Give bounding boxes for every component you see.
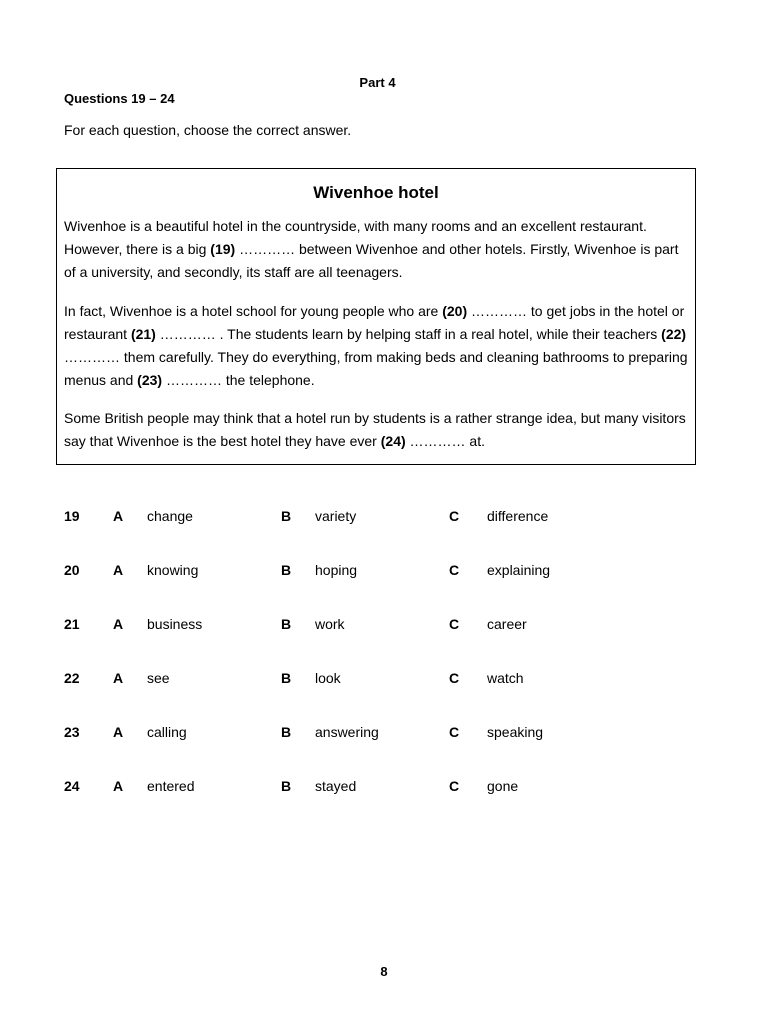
passage-text: Some British people may think that a hotel run by students is a rather strange idea, but many visitors say that Wivenhoe is the best hotel they have ever (64, 410, 686, 449)
option-letter-a: A (113, 670, 124, 686)
option-c[interactable]: career (487, 616, 527, 632)
question-row (64, 562, 704, 616)
question-row (64, 670, 704, 724)
passage-text: ………… at. (405, 433, 486, 449)
gap-number: (24) (380, 433, 406, 449)
option-c[interactable]: watch (487, 670, 524, 686)
option-letter-c: C (449, 562, 460, 578)
option-letter-a: A (113, 616, 124, 632)
question-number: 22 (64, 670, 80, 686)
question-row (64, 724, 704, 778)
option-a[interactable]: calling (147, 724, 187, 740)
option-b[interactable]: work (315, 616, 345, 632)
option-a[interactable]: entered (147, 778, 195, 794)
option-c[interactable]: speaking (487, 724, 544, 740)
option-letter-a: A (113, 562, 124, 578)
passage-text: Wivenhoe is a beautiful hotel in the countryside, with many rooms and an excellent restaurant. However, there is a big (64, 218, 647, 257)
option-letter-a: A (113, 724, 124, 740)
option-letter-b: B (281, 724, 292, 740)
option-letter-c: C (449, 508, 460, 524)
question-number: 24 (64, 778, 80, 794)
option-b[interactable]: answering (315, 724, 379, 740)
gap-number: (19) (210, 241, 236, 257)
passage-paragraph-1 (64, 215, 694, 284)
option-letter-b: B (281, 778, 292, 794)
passage-title: Wivenhoe hotel (313, 183, 439, 202)
gap-number: (23) (137, 372, 163, 388)
passage-text: ………… . The students learn by helping staff in a real hotel, while their teachers (155, 326, 662, 342)
option-c[interactable]: explaining (487, 562, 551, 578)
question-row (64, 508, 704, 562)
option-a[interactable]: change (147, 508, 193, 524)
question-number: 23 (64, 724, 80, 740)
question-number: 20 (64, 562, 80, 578)
question-row (64, 778, 704, 832)
option-a[interactable]: see (147, 670, 170, 686)
answer-options (64, 508, 704, 832)
questions-range: Questions 19 – 24 (64, 91, 175, 106)
option-letter-c: C (449, 616, 460, 632)
option-b[interactable]: hoping (315, 562, 358, 578)
passage-text: ………… them carefully. They do everything, from making beds and cleaning bathrooms to preparing menus and (64, 349, 688, 388)
option-letter-c: C (449, 670, 460, 686)
option-c[interactable]: difference (487, 508, 549, 524)
option-b[interactable]: variety (315, 508, 357, 524)
question-row (64, 616, 704, 670)
option-letter-b: B (281, 562, 292, 578)
passage-text: ………… the telephone. (162, 372, 315, 388)
page-number: 8 (380, 964, 388, 979)
passage-paragraph-3 (64, 407, 694, 453)
option-letter-a: A (113, 778, 124, 794)
option-letter-b: B (281, 670, 292, 686)
option-letter-a: A (113, 508, 124, 524)
passage-text: ………… to get jobs in the hotel or restaurant (64, 303, 685, 342)
option-letter-b: B (281, 616, 292, 632)
passage-text: ………… between Wivenhoe and other hotels. Firstly, Wivenhoe is part of a university, and secondly, its staff are all teenagers. (64, 241, 679, 280)
question-number: 19 (64, 508, 80, 524)
option-c[interactable]: gone (487, 778, 519, 794)
question-number: 21 (64, 616, 80, 632)
gap-number: (20) (442, 303, 468, 319)
instruction-text: For each question, choose the correct answer. (64, 122, 352, 138)
gap-number: (22) (661, 326, 687, 342)
option-letter-c: C (449, 778, 460, 794)
option-b[interactable]: stayed (315, 778, 357, 794)
passage-text: In fact, Wivenhoe is a hotel school for young people who are (64, 303, 443, 319)
gap-number: (21) (130, 326, 156, 342)
part-heading: Part 4 (359, 75, 396, 90)
passage-paragraph-2 (64, 300, 694, 392)
option-letter-b: B (281, 508, 292, 524)
option-a[interactable]: knowing (147, 562, 199, 578)
option-b[interactable]: look (315, 670, 341, 686)
option-a[interactable]: business (147, 616, 203, 632)
option-letter-c: C (449, 724, 460, 740)
